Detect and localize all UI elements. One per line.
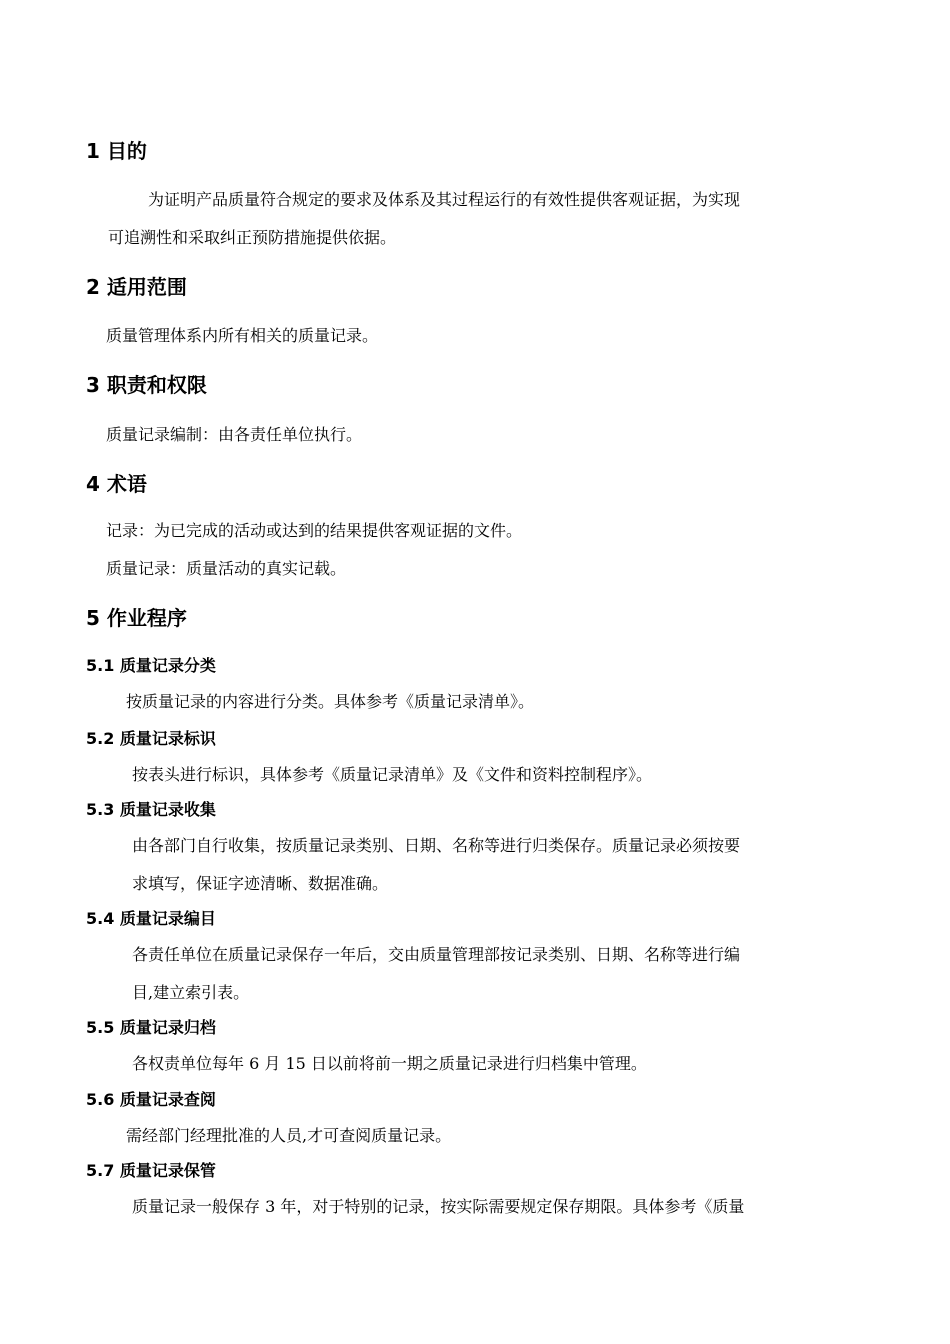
text-5-5-line1: 各权责单位每年 6 月 15 日以前将前一期之质量记录进行归档集中管理。 xyxy=(132,1054,647,1073)
text-5-7-line1: 质量记录一般保存 3 年，对于特别的记录，按实际需要规定保存期限。具体参考《质量 xyxy=(132,1197,745,1216)
heading-purpose: 1 目的 xyxy=(86,139,147,163)
text-5-4-line1: 各责任单位在质量记录保存一年后，交由质量管理部按记录类别、日期、名称等进行编 xyxy=(132,945,741,964)
subheading-5-3: 5.3 质量记录收集 xyxy=(86,800,216,819)
responsibility-text: 质量记录编制：由各责任单位执行。 xyxy=(106,425,363,444)
text-5-4-line2: 目,建立索引表。 xyxy=(132,983,250,1002)
heading-terms: 4 术语 xyxy=(86,472,147,496)
purpose-text-line2: 可追溯性和采取纠正预防措施提供依据。 xyxy=(108,228,397,247)
subheading-5-2: 5.2 质量记录标识 xyxy=(86,729,216,748)
terms-text-line2: 质量记录：质量活动的真实记载。 xyxy=(106,559,347,578)
scope-text: 质量管理体系内所有相关的质量记录。 xyxy=(106,326,379,345)
heading-procedure: 5 作业程序 xyxy=(86,606,187,630)
purpose-text-line1: 为证明产品质量符合规定的要求及体系及其过程运行的有效性提供客观证据，为实现 xyxy=(148,190,741,209)
subheading-5-5: 5.5 质量记录归档 xyxy=(86,1018,216,1037)
text-5-3-line2: 求填写，保证字迹清晰、数据准确。 xyxy=(132,874,389,893)
text-5-1-line1: 按质量记录的内容进行分类。具体参考《质量记录清单》。 xyxy=(126,692,535,711)
subheading-5-6: 5.6 质量记录查阅 xyxy=(86,1090,216,1109)
subheading-5-4: 5.4 质量记录编目 xyxy=(86,909,216,928)
terms-text-line1: 记录：为已完成的活动或达到的结果提供客观证据的文件。 xyxy=(106,521,523,540)
subheading-5-1: 5.1 质量记录分类 xyxy=(86,656,216,675)
text-5-2-line1: 按表头进行标识，具体参考《质量记录清单》及《文件和资料控制程序》。 xyxy=(132,765,653,784)
text-5-6-line1: 需经部门经理批准的人员,才可查阅质量记录。 xyxy=(126,1126,452,1145)
text-5-3-line1: 由各部门自行收集，按质量记录类别、日期、名称等进行归类保存。质量记录必须按要 xyxy=(132,836,741,855)
heading-responsibility: 3 职责和权限 xyxy=(86,373,207,397)
heading-scope: 2 适用范围 xyxy=(86,275,187,299)
subheading-5-7: 5.7 质量记录保管 xyxy=(86,1161,216,1180)
